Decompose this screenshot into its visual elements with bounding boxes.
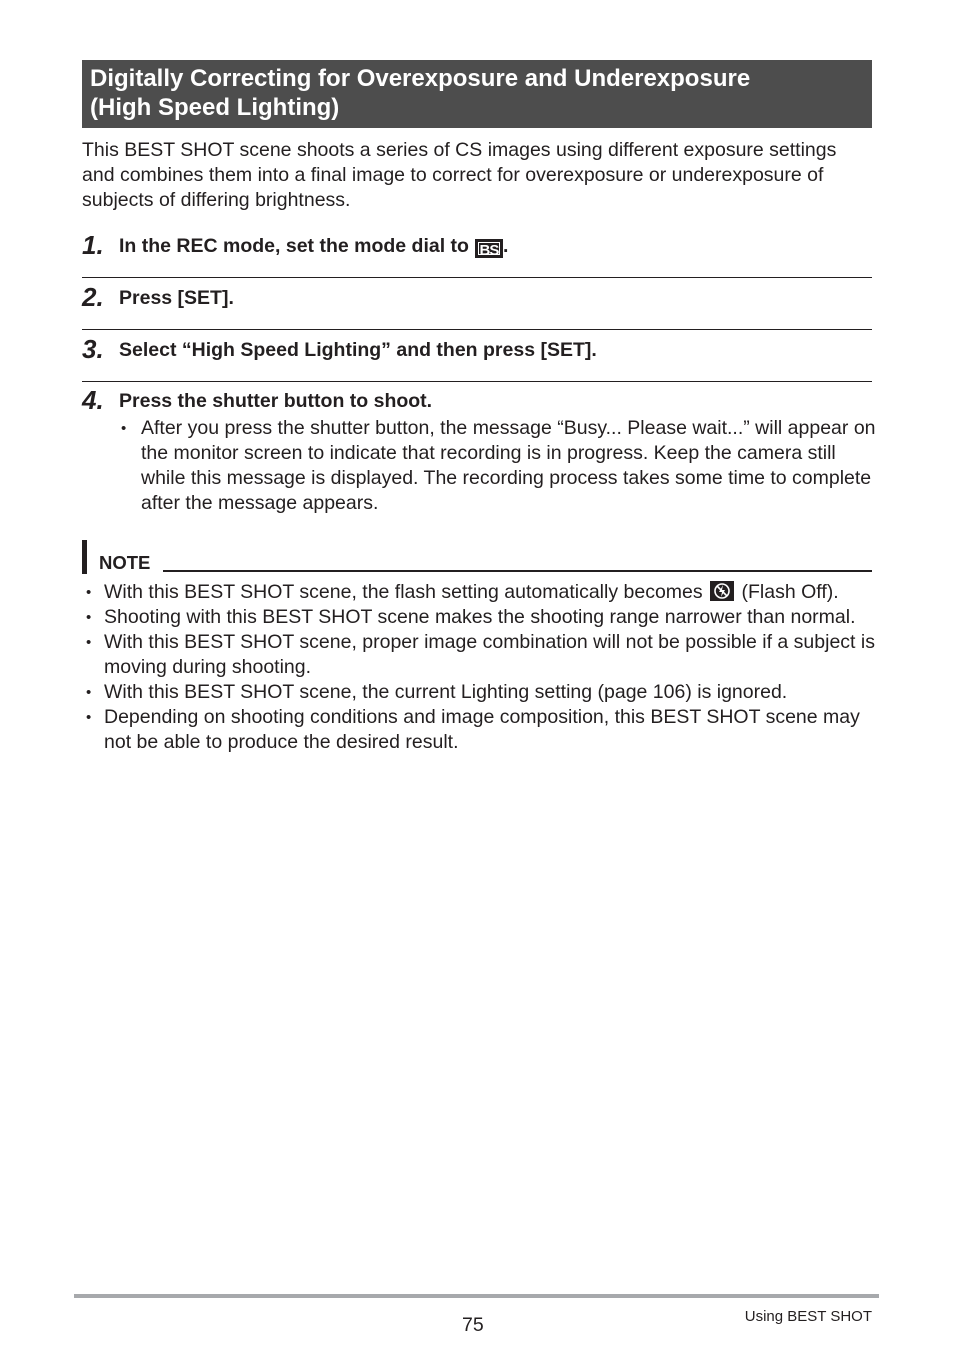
page-number: 75: [462, 1314, 484, 1336]
section-name: Using BEST SHOT: [744, 1308, 872, 1325]
step-divider: [82, 277, 872, 278]
step-text: In the REC mode, set the mode dial to BS .: [119, 235, 509, 259]
flash-off-icon: [710, 581, 734, 601]
intro-paragraph: This BEST SHOT scene shoots a series of CS images using different exposure settings and combines them into a final image to correct for overexposure or underexposure of subjects of differing brightness.: [82, 139, 837, 211]
step-number: 4.: [82, 385, 104, 415]
step-number: 2.: [82, 282, 104, 312]
step-number: 3.: [82, 334, 104, 364]
list-item: • Depending on shooting conditions and image composition, this BEST SHOT scene may not be able to produce the desired result.: [82, 705, 882, 755]
note-label: NOTE: [99, 552, 151, 573]
note-divider: [163, 570, 872, 572]
step-text: Press the shutter button to shoot.: [119, 390, 433, 412]
list-item: • Shooting with this BEST SHOT scene makes the shooting range narrower than normal.: [82, 605, 882, 630]
list-item: • With this BEST SHOT scene, the flash setting automatically becomes (Flash Off).: [82, 580, 882, 605]
step-4-bullets: [119, 416, 879, 516]
step-text: Select “High Speed Lighting” and then press [SET].: [119, 339, 597, 361]
note-list: [82, 580, 882, 755]
step-number: 1.: [82, 230, 104, 260]
step-text: Press [SET].: [119, 287, 234, 309]
step-divider: [82, 329, 872, 330]
section-heading: [82, 60, 872, 128]
list-item: • After you press the shutter button, the message “Busy... Please wait...” will appear on the monitor screen to indicate that recording is in progress. Keep the camera still while this message is displayed. The recording process takes some time to complete after the message appears.: [119, 416, 879, 516]
heading-line-2: (High Speed Lighting): [90, 94, 340, 121]
best-shot-mode-icon: BS: [475, 239, 503, 258]
note-marker: [82, 540, 87, 574]
heading-line-1: Digitally Correcting for Overexposure and Underexposure: [90, 65, 751, 92]
list-item: • With this BEST SHOT scene, proper image combination will not be possible if a subject is moving during shooting.: [82, 630, 882, 680]
list-item: • With this BEST SHOT scene, the current Lighting setting (page 106) is ignored.: [82, 680, 882, 705]
step-divider: [82, 381, 872, 382]
footer-divider: [74, 1294, 879, 1298]
